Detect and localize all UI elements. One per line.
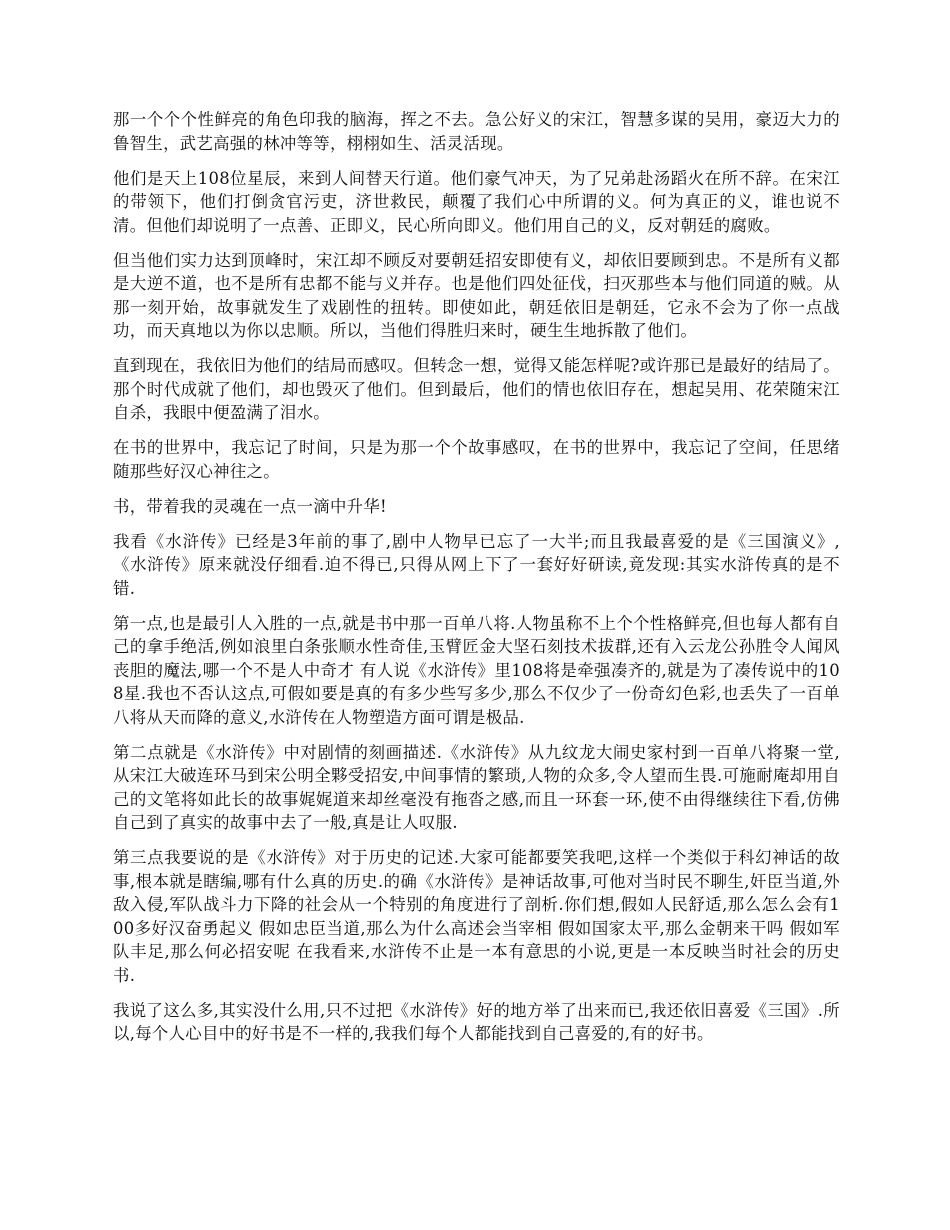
paragraph: 第二点就是《水浒传》中对剧情的刻画描述.《水浒传》从九纹龙大闹史家村到一百单八将聚一堂,从宋江大破连环马到宋公明全夥受招安,中间事情的繁琐,人物的众多,令人望而生畏.可施耐庵却用自己的文笔将如此长的故事娓娓道来却丝毫没有拖沓之感,而且一环套一环,使不由得继续往下看,仿佛自己到了真实的故事中去了一般,真是让人叹服. [113, 742, 840, 832]
paragraph: 在书的世界中，我忘记了时间，只是为那一个个故事感叹，在书的世界中，我忘记了空间，任思绪随那些好汉心神往之。 [113, 438, 840, 481]
document-body [113, 108, 840, 1057]
paragraph: 第一点,也是最引人入胜的一点,就是书中那一百单八将.人物虽称不上个个性格鲜亮,但也每人都有自己的拿手绝活,例如浪里白条张顺水性奇佳,玉臂匠金大坚石刻技术拔群,还有入云龙公孙胜令人闻风丧胆的魔法,哪一个不是人中奇才 有人说《水浒传》里108将是牵强凑齐的,就是为了凑传说中的108星.我也不否认这点,可假如要是真的有多少些写多少,那么不仅少了一份奇幻色彩,也丢失了一百单八将从天而降的意义,水浒传在人物塑造方面可谓是极品. [113, 613, 840, 727]
paragraph: 直到现在，我依旧为他们的结局而感叹。但转念一想，觉得又能怎样呢?或许那已是最好的结局了。那个时代成就了他们，却也毁灭了他们。但到最后，他们的情也依旧存在，想起吴用、花荣随宋江自杀，我眼中便盈满了泪水。 [113, 356, 840, 422]
paragraph: 但当他们实力达到顶峰时，宋江却不顾反对要朝廷招安即使有义，却依旧要顾到忠。不是所有义都是大逆不道，也不是所有忠都不能与义并存。也是他们四处征伐，扫灭那些本与他们同道的贼。从那一刻开始，故事就发生了戏剧性的扭转。即使如此，朝廷依旧是朝廷，它永不会为了你一点战功，而天真地以为你以忠顺。所以，当他们得胜归来时，硬生生地拆散了他们。 [113, 250, 840, 340]
paragraph: 我看《水浒传》已经是3年前的事了,剧中人物早已忘了一大半;而且我最喜爱的是《三国演义》,《水浒传》原来就没仔细看.迫不得已,只得从网上下了一套好好研读,竟发现:其实水浒传真的是不错. [113, 531, 840, 598]
paragraph: 书，带着我的灵魂在一点一滴中升华! [113, 496, 387, 516]
paragraph: 我说了这么多,其实没什么用,只不过把《水浒传》好的地方举了出来而已,我还依旧喜爱《三国》.所以,每个人心目中的好书是不一样的,我我们每个人都能找到自己喜爱的,有的好书。 [113, 1000, 840, 1043]
paragraph: 第三点我要说的是《水浒传》对于历史的记述.大家可能都要笑我吧,这样一个类似于科幻神话的故事,根本就是瞎编,哪有什么真的历史.的确《水浒传》是神话故事,可他对当时民不聊生,奸臣当道,外敌入侵,军队战斗力下降的社会从一个特别的角度进行了剖析.你们想,假如人民舒适,那么怎么会有100多好汉奋勇起义 假如忠臣当道,那么为什么高述会当宰相 假如国家太平,那么金朝来干吗 假如军队丰足,那么何必招安呢 在我看来,水浒传不止是一本有意思的小说,更是一本反映当时社会的历史书. [113, 848, 840, 985]
paragraph: 他们是天上108位星辰，来到人间替天行道。他们豪气冲天，为了兄弟赴汤蹈火在所不辞。在宋江的带领下，他们打倒贪官污吏，济世救民，颠覆了我们心中所谓的义。何为真正的义，谁也说不清。但他们却说明了一点善、正即义，民心所向即义。他们用自己的义，反对朝廷的腐败。 [113, 168, 840, 235]
paragraph: 那一个个个性鲜亮的角色印我的脑海，挥之不去。急公好义的宋江，智慧多谋的吴用，豪迈大力的鲁智生，武艺高强的林冲等等，栩栩如生、活灵活现。 [113, 110, 840, 153]
